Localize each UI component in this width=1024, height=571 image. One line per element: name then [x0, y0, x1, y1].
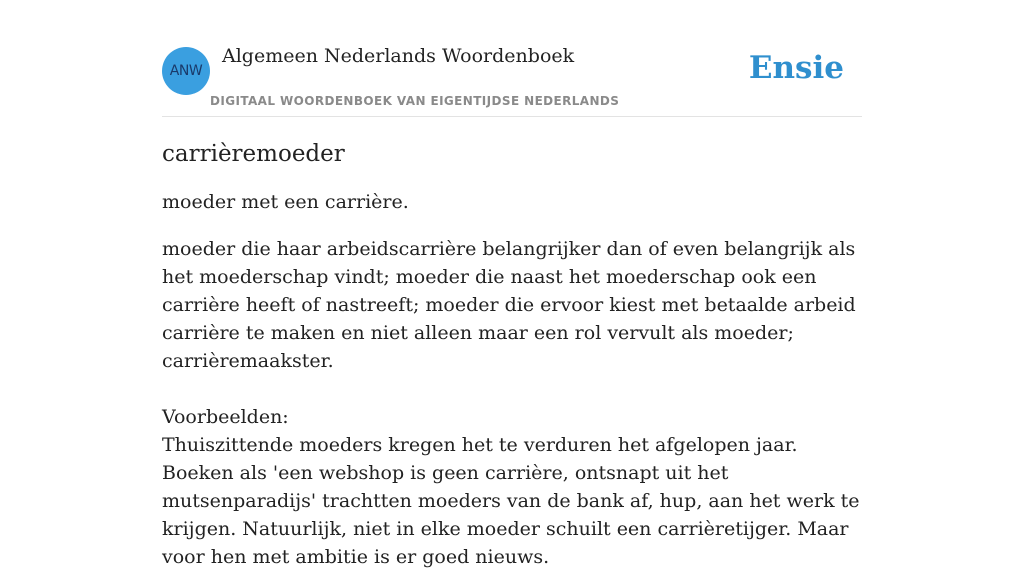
examples-section [162, 403, 862, 571]
site-title[interactable]: Algemeen Nederlands Woordenboek [222, 45, 575, 67]
short-definition: moeder met een carrière. [162, 191, 409, 213]
anw-logo[interactable]: ANW [162, 47, 210, 95]
site-header [162, 0, 862, 117]
entry-headword: carrièremoeder [162, 141, 345, 167]
site-subtitle: DIGITAAL WOORDENBOEK VAN EIGENTIJDSE NEDERLANDS [210, 94, 620, 108]
examples-label: Voorbeelden: [162, 406, 289, 428]
long-definition: moeder die haar arbeidscarrière belangrijker dan of even belangrijk als het moederschap vindt; moeder die naast het moederschap ook een carrière heeft of nastreeft; moeder die ervoor kiest met betaalde arbeid carrière te maken en niet alleen maar een rol vervult als moeder; carrièremaakster. [162, 238, 856, 372]
example-text: Thuiszittende moeders kregen het te verduren het afgelopen jaar. Boeken als 'een webshop is geen carrière, ontsnapt uit het mutsenparadijs' trachtten moeders van de bank af, hup, aan het werk te krijgen. Natuurlijk, niet in elke moeder schuilt een carrièretijger. Maar voor hen met ambitie is er goed nieuws. [162, 434, 860, 568]
entry-content [162, 138, 862, 571]
ensie-brand-link[interactable]: Ensie [748, 50, 844, 86]
